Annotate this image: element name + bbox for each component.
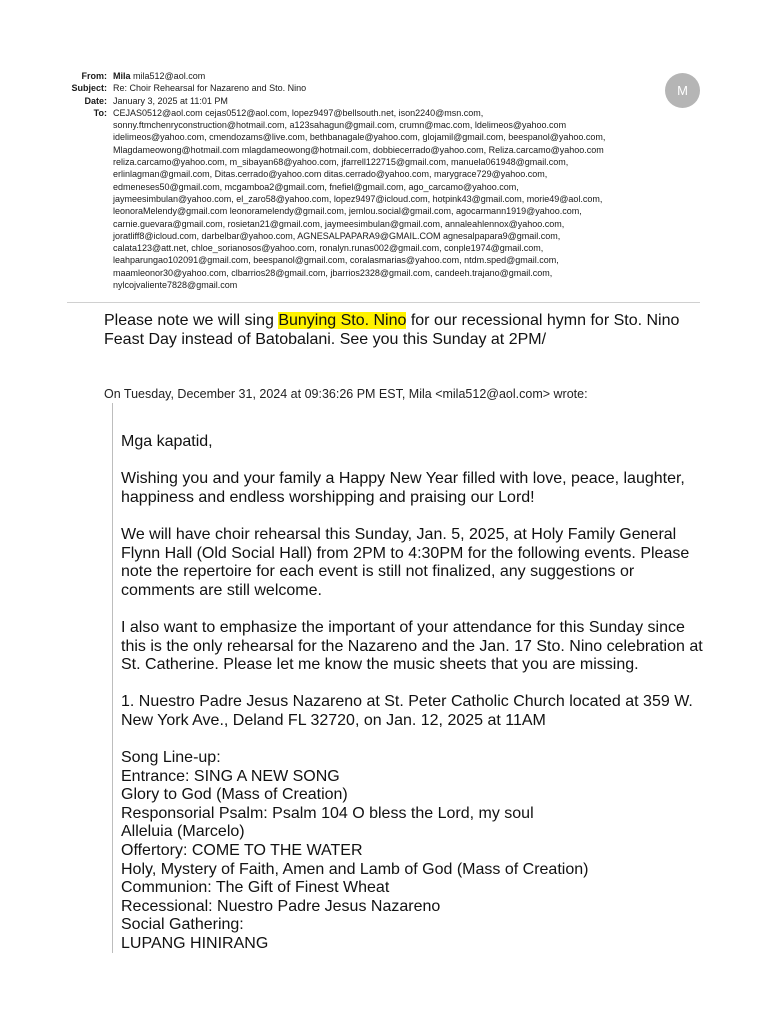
lineup-item: Holy, Mystery of Faith, Amen and Lamb of God (Mass of Creation)	[121, 860, 589, 878]
subject-label: Subject:	[71, 83, 107, 94]
to-row	[0, 107, 680, 291]
sender-email[interactable]: mila512@aol.com	[133, 71, 206, 81]
recipient-line[interactable]: CEJAS0512@aol.com cejas0512@aol.com, lopez9497@bellsouth.net, ison2240@msn.com,	[113, 107, 484, 118]
recipient-list	[113, 107, 680, 291]
message-header	[0, 70, 680, 291]
lineup-item: Social Gathering:	[121, 916, 244, 934]
recipient-line[interactable]: jaymeesimbulan@yahoo.com, el_zaro58@yahoo.com, lopez9497@icloud.com, hotpink43@gmail.com, morie49@aol.com,	[113, 193, 603, 204]
avatar-initial: M	[677, 83, 688, 98]
lineup-item: Song Line-up:	[121, 749, 221, 767]
song-lineup	[121, 749, 712, 954]
recipient-line[interactable]: sonny.ftmchenryconstruction@hotmail.com, a123sahagun@gmail.com, crumn@mac.com, ldelimeos@yahoo.com	[113, 120, 567, 131]
recipient-line[interactable]: leonoraMelendy@gmail.com leonoramelendy@gmail.com, jemlou.social@gmail.com, agocarmann1919@yahoo.com,	[113, 206, 582, 217]
reply-body	[104, 312, 704, 349]
recipient-line[interactable]: leahparungao102091@gmail.com, beespanol@gmail.com, coralasmarias@yahoo.com, ntdm.sped@gmail.com,	[113, 255, 559, 266]
header-divider	[67, 302, 700, 303]
recipient-line[interactable]: joratliff8@icloud.com, darbelbar@yahoo.com, AGNESALPAPARA9@GMAIL.COM agnesalpapara9@gmail.com,	[113, 230, 561, 241]
recipient-line[interactable]: nylcojvaliente7828@gmail.com	[113, 280, 238, 291]
sender-avatar[interactable]	[665, 73, 700, 108]
date-label: Date:	[84, 95, 107, 106]
highlighted-hymn: Bunying Sto. Nino	[278, 312, 407, 329]
quote-attribution: On Tuesday, December 31, 2024 at 09:36:26 PM EST, Mila <mila512@aol.com> wrote:	[104, 387, 588, 401]
recipient-line[interactable]: carnie.guevara@gmail.com, rosietan21@gmail.com, jaymeesimbulan@gmail.com, annaleahlennox@yahoo.com,	[113, 218, 565, 229]
recipient-line[interactable]: reliza.carcamo@yahoo.com, m_sibayan68@yahoo.com, jfarrell122715@gmail.com, manuela061948@gmail.com,	[113, 157, 569, 168]
recipient-line[interactable]: erlinlagman@gmail.com, Ditas.cerrado@yahoo.com ditas.cerrado@yahoo.com, marygrace729@yahoo.com,	[113, 169, 548, 180]
lineup-item: Entrance: SING A NEW SONG	[121, 767, 340, 785]
recipient-line[interactable]: calata123@att.net, chloe_sorianosos@yahoo.com, ronalyn.runas002@gmail.com, conple1974@gmail.com,	[113, 243, 544, 254]
lineup-item: Offertory: COME TO THE WATER	[121, 842, 363, 860]
lineup-item: Glory to God (Mass of Creation)	[121, 786, 348, 804]
recipient-line[interactable]: Mlagdameowong@hotmail.com mlagdameowong@hotmail.com, dobbiecerrado@yahoo.com, Reliza.carcamo@yahoo.com	[113, 144, 604, 155]
quote-paragraph-4: 1. Nuestro Padre Jesus Nazareno at St. Peter Catholic Church located at 359 W. New York Ave., Deland FL 32720, on Jan. 12, 2025 at 11AM	[121, 693, 693, 729]
from-label: From:	[81, 71, 107, 81]
recipient-line[interactable]: idelimeos@yahoo.com, cmendozams@live.com, bethbanagale@yahoo.com, glojamil@gmail.com, beespanol@yahoo.com,	[113, 132, 606, 143]
recipient-line[interactable]: edmeneses50@gmail.com, mcgamboa2@gmail.com, fnefiel@gmail.com, ago_carcamo@yahoo.com,	[113, 181, 519, 192]
quote-paragraph-1: Wishing you and your family a Happy New Year filled with love, peace, laughter, happiness and endless worshipping and praising our Lord!	[121, 470, 685, 506]
to-label: To:	[93, 107, 107, 118]
lineup-item: Alleluia (Marcelo)	[121, 823, 245, 841]
date-text: January 3, 2025 at 11:01 PM	[113, 95, 228, 106]
lineup-item: LUPANG HINIRANG	[121, 935, 269, 953]
lineup-item: Communion: The Gift of Finest Wheat	[121, 879, 390, 897]
quote-greeting: Mga kapatid,	[121, 433, 213, 450]
sender-name: Mila	[113, 71, 131, 81]
subject-row	[0, 82, 680, 94]
quote-paragraph-2: We will have choir rehearsal this Sunday, Jan. 5, 2025, at Holy Family General Flynn Hall (Old Social Hall) from 2PM to 4:30PM for the following events. Please note the repertoire for each event is still not finalized, any suggestions or comments are still welcome.	[121, 525, 690, 599]
date-row	[0, 95, 680, 107]
subject-text: Re: Choir Rehearsal for Nazareno and Sto. Nino	[113, 83, 307, 94]
quoted-message	[112, 403, 712, 953]
from-row	[0, 70, 680, 82]
reply-text-after: for our recessional hymn for Sto. Nino Feast Day instead of Batobalani. See you this Sunday at 2PM/	[104, 312, 680, 348]
lineup-item: Responsorial Psalm: Psalm 104 O bless the Lord, my soul	[121, 804, 534, 822]
recipient-line[interactable]: maamleonor30@yahoo.com, clbarrios28@gmail.com, jbarrios2328@gmail.com, candeeh.trajano@gmail.com,	[113, 267, 553, 278]
lineup-item: Recessional: Nuestro Padre Jesus Nazareno	[121, 897, 441, 915]
quote-paragraph-3: I also want to emphasize the important of your attendance for this Sunday since this is the only rehearsal for the Nazareno and the Jan. 17 Sto. Nino celebration at St. Catherine. Please let me know the music sheets that you are missing.	[121, 618, 703, 674]
reply-text-before: Please note we will sing	[104, 312, 279, 329]
